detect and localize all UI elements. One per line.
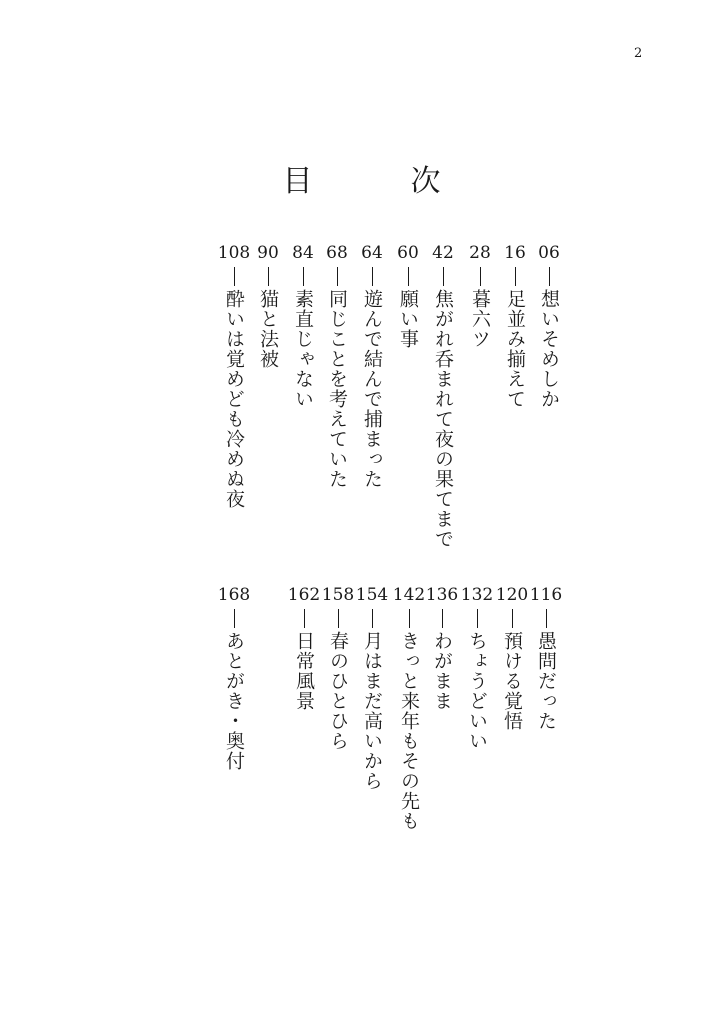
toc-entry-title: 預ける覚悟 — [501, 631, 523, 731]
toc-dash — [372, 267, 373, 286]
toc-page-number: 42 — [432, 243, 454, 263]
toc-entry-title: 願い事 — [397, 289, 419, 349]
toc-entry-title: 遊んで結んで捕まった — [361, 289, 383, 489]
toc-page-number: 162 — [287, 585, 321, 605]
toc-page-number: 84 — [292, 243, 314, 263]
toc-page-number: 06 — [538, 243, 560, 263]
toc-entry-title: 酔いは覚めども冷めぬ夜 — [223, 289, 245, 509]
toc-entry[interactable] — [457, 585, 497, 751]
toc-dash — [303, 267, 304, 286]
toc-entry[interactable] — [317, 243, 357, 489]
toc-entry[interactable] — [283, 243, 323, 409]
toc-page-number: 108 — [217, 243, 251, 263]
toc-entry[interactable] — [248, 243, 288, 369]
toc-entry-title: ちょうどいい — [466, 631, 488, 751]
toc-entry[interactable] — [460, 243, 500, 349]
toc-section-first — [0, 243, 723, 549]
toc-entry-title: 月はまだ高いから — [361, 631, 383, 791]
toc-entry-title: あとがき・奥付 — [223, 631, 245, 771]
toc-entry[interactable] — [352, 585, 392, 791]
toc-section-second — [0, 585, 723, 885]
toc-entry[interactable] — [492, 585, 532, 731]
toc-dash — [442, 609, 443, 628]
toc-page-number: 142 — [392, 585, 426, 605]
toc-entry[interactable] — [214, 243, 254, 509]
toc-dash — [443, 267, 444, 286]
toc-page-number: 68 — [326, 243, 348, 263]
toc-page-number: 120 — [495, 585, 529, 605]
toc-entry-title: 足並み揃えて — [504, 289, 526, 409]
toc-page-number: 90 — [257, 243, 279, 263]
toc-page-number: 158 — [321, 585, 355, 605]
toc-page-number: 28 — [469, 243, 491, 263]
toc-dash — [234, 267, 235, 286]
toc-dash — [338, 609, 339, 628]
toc-entry-title: 春のひとひら — [327, 631, 349, 751]
toc-dash — [546, 609, 547, 628]
toc-page-number: 60 — [397, 243, 419, 263]
toc-entry-title: 愚問だった — [535, 631, 557, 731]
toc-page-number: 132 — [460, 585, 494, 605]
toc-entry[interactable] — [318, 585, 358, 751]
toc-dash — [372, 609, 373, 628]
toc-dash — [549, 267, 550, 286]
toc-dash — [409, 609, 410, 628]
toc-entry[interactable] — [284, 585, 324, 711]
toc-entry[interactable] — [389, 585, 429, 831]
page-number: 2 — [634, 46, 643, 61]
toc-entry-title: わがまま — [431, 631, 453, 711]
toc-entry[interactable] — [214, 585, 254, 771]
toc-entry[interactable] — [495, 243, 535, 409]
toc-entry[interactable] — [526, 585, 566, 731]
toc-entry[interactable] — [352, 243, 392, 489]
toc-page-number: 154 — [355, 585, 389, 605]
toc-entry-title: 同じことを考えていた — [326, 289, 348, 489]
toc-dash — [268, 267, 269, 286]
toc-dash — [515, 267, 516, 286]
toc-entry[interactable] — [423, 243, 463, 549]
toc-entry-title: 猫と法被 — [257, 289, 279, 369]
toc-dash — [337, 267, 338, 286]
toc-entry-title: きっと来年もその先も — [398, 631, 420, 831]
toc-dash — [477, 609, 478, 628]
toc-page-number: 116 — [529, 585, 563, 605]
toc-dash — [512, 609, 513, 628]
toc-entry-title: 焦がれ呑まれて夜の果てまで — [432, 289, 454, 549]
toc-page-number: 136 — [425, 585, 459, 605]
page-title: 目 次 — [282, 164, 475, 200]
toc-dash — [408, 267, 409, 286]
toc-page-number: 168 — [217, 585, 251, 605]
toc-entry-title: 日常風景 — [293, 631, 315, 711]
toc-entry[interactable] — [388, 243, 428, 349]
toc-entry-title: 想いそめしか — [538, 289, 560, 409]
toc-page-number: 64 — [361, 243, 383, 263]
toc-dash — [480, 267, 481, 286]
toc-dash — [234, 609, 235, 628]
toc-entry[interactable] — [529, 243, 569, 409]
toc-dash — [304, 609, 305, 628]
toc-page-number: 16 — [504, 243, 526, 263]
toc-entry-title: 素直じゃない — [292, 289, 314, 409]
toc-entry-title: 暮六ツ — [469, 289, 491, 349]
